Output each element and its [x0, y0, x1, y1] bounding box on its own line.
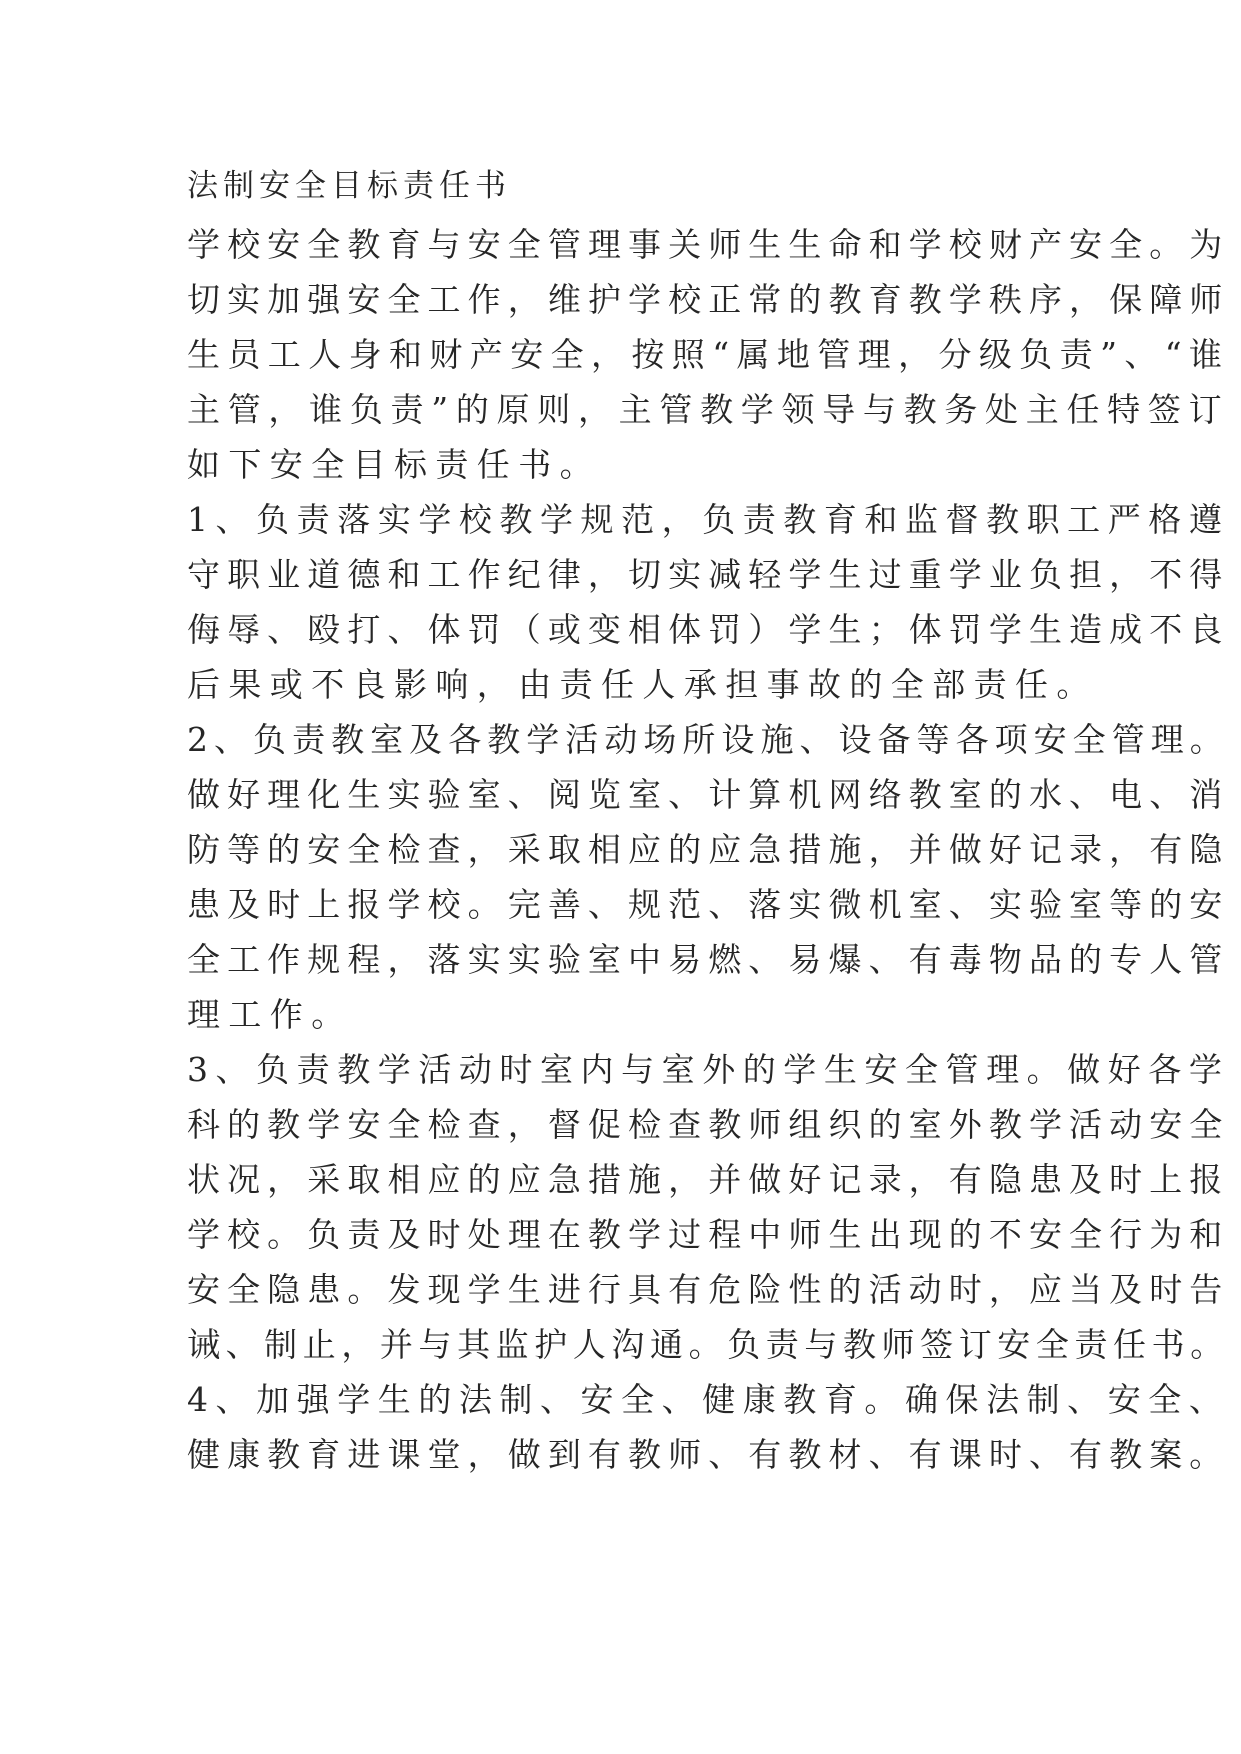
body-line: 后果或不良影响，由责任人承担事故的全部责任。	[187, 665, 1098, 704]
body-line: 学校安全教育与安全管理事关师生生命和学校财产安全。为	[187, 225, 1230, 264]
document-title: 法制安全目标责任书	[187, 168, 511, 204]
body-line: 防等的安全检查，采取相应的应急措施，并做好记录，有隐	[187, 830, 1230, 869]
body-line: 主管，谁负责”的原则，主管教学领导与教务处主任特签订	[187, 390, 1230, 429]
body-line: 诫、制止，并与其监护人沟通。负责与教师签订安全责任书。	[187, 1325, 1229, 1364]
body-line: 侮辱、殴打、体罚（或变相体罚）学生；体罚学生造成不良	[187, 610, 1230, 649]
body-line: 理工作。	[187, 995, 353, 1034]
body-line: 1、负责落实学校教学规范，负责教育和监督教职工严格遵	[187, 500, 1230, 539]
body-line: 做好理化生实验室、阅览室、计算机网络教室的水、电、消	[187, 775, 1230, 814]
body-line: 守职业道德和工作纪律，切实减轻学生过重学业负担，不得	[187, 555, 1230, 594]
body-line: 3、负责教学活动时室内与室外的学生安全管理。做好各学	[187, 1050, 1230, 1089]
body-line: 如下安全目标责任书。	[187, 445, 601, 484]
body-line: 学校。负责及时处理在教学过程中师生出现的不安全行为和	[187, 1215, 1230, 1254]
body-line: 健康教育进课堂，做到有教师、有教材、有课时、有教案。	[187, 1435, 1230, 1474]
body-line: 切实加强安全工作，维护学校正常的教育教学秩序，保障师	[187, 280, 1230, 319]
body-line: 全工作规程，落实实验室中易燃、易爆、有毒物品的专人管	[187, 940, 1230, 979]
body-line: 患及时上报学校。完善、规范、落实微机室、实验室等的安	[187, 885, 1230, 924]
body-line: 4、加强学生的法制、安全、健康教育。确保法制、安全、	[187, 1380, 1230, 1419]
body-line: 生员工人身和财产安全，按照“属地管理，分级负责”、“谁	[187, 335, 1230, 374]
body-line: 2、负责教室及各教学活动场所设施、设备等各项安全管理。	[187, 720, 1229, 759]
body-line: 科的教学安全检查，督促检查教师组织的室外教学活动安全	[187, 1105, 1230, 1144]
body-line: 状况，采取相应的应急措施，并做好记录，有隐患及时上报	[187, 1160, 1230, 1199]
body-line: 安全隐患。发现学生进行具有危险性的活动时，应当及时告	[187, 1270, 1230, 1309]
